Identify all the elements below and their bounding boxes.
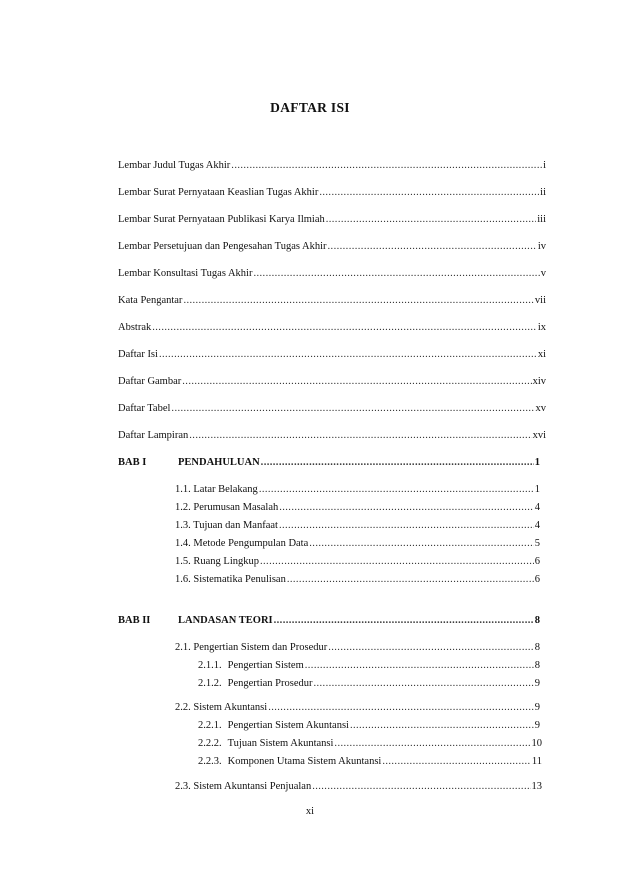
toc-entry xyxy=(118,267,546,281)
toc-entry-page: xvi xyxy=(532,430,546,441)
page-number: xi xyxy=(305,806,315,817)
toc-section xyxy=(175,701,540,715)
toc-entry xyxy=(118,294,546,308)
chapter-number: BAB I xyxy=(118,457,147,468)
toc-entry-page: xv xyxy=(535,403,546,414)
dot-leader xyxy=(279,519,534,533)
section-label: 2.2. Sistem Akuntansi xyxy=(175,702,268,713)
subsection-page: 8 xyxy=(534,660,540,671)
toc-subsection xyxy=(198,719,540,733)
toc-entry xyxy=(118,186,546,200)
toc-entry-label: Lembar Judul Tugas Akhir xyxy=(118,160,231,171)
section-page: 5 xyxy=(534,538,540,549)
toc-entry xyxy=(118,213,546,227)
toc-entry-page: xiv xyxy=(532,376,546,387)
section-label: 1.6. Sistematika Penulisan xyxy=(175,574,286,585)
toc-entry-label: Daftar Lampiran xyxy=(118,430,189,441)
toc-entry xyxy=(118,429,546,443)
dot-leader xyxy=(350,719,534,733)
toc-entry-page: ii xyxy=(540,187,546,198)
toc-section xyxy=(175,555,540,569)
toc-entry xyxy=(118,159,546,173)
toc-entry-page: v xyxy=(540,268,546,279)
toc-entry-label: Abstrak xyxy=(118,322,152,333)
chapter-number: BAB II xyxy=(118,615,151,626)
toc-entry-page: i xyxy=(543,160,546,171)
section-page: 4 xyxy=(534,502,540,513)
section-page: 6 xyxy=(534,574,540,585)
toc-entry-label: Lembar Persetujuan dan Pengesahan Tugas Akhir xyxy=(118,241,327,252)
toc-entry xyxy=(118,402,546,416)
subsection-page: 11 xyxy=(531,756,542,767)
dot-leader xyxy=(328,240,537,254)
dot-leader xyxy=(274,614,534,628)
dot-leader xyxy=(259,483,534,497)
toc-entry-page: iv xyxy=(537,241,546,252)
dot-leader xyxy=(268,701,534,715)
subsection-label: Pengertian Sistem Akuntansi xyxy=(227,720,349,731)
subsection-label: Pengertian Sistem xyxy=(227,660,304,671)
toc-subsection xyxy=(198,677,540,691)
section-label: 2.1. Pengertian Sistem dan Prosedur xyxy=(175,642,328,653)
toc-entry xyxy=(118,348,546,362)
dot-leader xyxy=(313,677,533,691)
toc-section xyxy=(175,641,540,655)
toc-subsection xyxy=(198,659,540,673)
dot-leader xyxy=(189,429,531,443)
dot-leader xyxy=(261,456,534,470)
subsection-page: 9 xyxy=(534,678,540,689)
toc-section xyxy=(175,501,540,515)
dot-leader xyxy=(328,641,534,655)
toc-entry-page: iii xyxy=(537,214,546,225)
toc-entry-label: Kata Pengantar xyxy=(118,295,183,306)
section-label: 1.2. Perumusan Masalah xyxy=(175,502,279,513)
section-page: 4 xyxy=(534,520,540,531)
subsection-label: Pengertian Prosedur xyxy=(227,678,313,689)
section-page: 13 xyxy=(531,781,542,792)
toc-entry xyxy=(118,321,546,335)
toc-section xyxy=(175,780,542,794)
dot-leader xyxy=(312,780,530,794)
toc-entry-label: Lembar Surat Pernyataan Publikasi Karya Ilmiah xyxy=(118,214,325,225)
toc-entry xyxy=(118,240,546,254)
subsection-number: 2.2.2. xyxy=(198,738,222,749)
toc-entry-label: Lembar Konsultasi Tugas Akhir xyxy=(118,268,253,279)
dot-leader xyxy=(334,737,530,751)
dot-leader xyxy=(171,402,534,416)
subsection-label: Tujuan Sistem Akuntansi xyxy=(227,738,334,749)
dot-leader xyxy=(326,213,537,227)
dot-leader xyxy=(319,186,539,200)
toc-subsection xyxy=(198,737,542,751)
toc-entry-page: vii xyxy=(534,295,546,306)
section-label: 1.4. Metode Pengumpulan Data xyxy=(175,538,309,549)
chapter-heading xyxy=(118,614,540,628)
toc-entry-page: ix xyxy=(537,322,546,333)
subsection-number: 2.1.2. xyxy=(198,678,222,689)
dot-leader xyxy=(182,375,531,389)
toc-entry-label: Daftar Tabel xyxy=(118,403,171,414)
chapter-title: PENDAHULUAN xyxy=(178,457,260,468)
dot-leader xyxy=(382,755,531,769)
toc-section xyxy=(175,573,540,587)
toc-entry-page: xi xyxy=(537,349,546,360)
toc-entry-label: Daftar Isi xyxy=(118,349,158,360)
section-page: 6 xyxy=(534,556,540,567)
subsection-number: 2.2.1. xyxy=(198,720,222,731)
chapter-page: 1 xyxy=(534,457,540,468)
dot-leader xyxy=(253,267,539,281)
dot-leader xyxy=(287,573,534,587)
dot-leader xyxy=(309,537,533,551)
toc-entry-label: Daftar Gambar xyxy=(118,376,182,387)
dot-leader xyxy=(183,294,533,308)
chapter-heading xyxy=(118,456,540,470)
subsection-number: 2.2.3. xyxy=(198,756,222,767)
chapter-page: 8 xyxy=(534,615,540,626)
dot-leader xyxy=(231,159,542,173)
section-page: 1 xyxy=(534,484,540,495)
subsection-page: 9 xyxy=(534,720,540,731)
dot-leader xyxy=(152,321,537,335)
page-title: DAFTAR ISI xyxy=(270,100,350,115)
dot-leader xyxy=(279,501,534,515)
subsection-number: 2.1.1. xyxy=(198,660,222,671)
dot-leader xyxy=(260,555,534,569)
toc-section xyxy=(175,519,540,533)
toc-section xyxy=(175,483,540,497)
dot-leader xyxy=(305,659,534,673)
section-label: 1.1. Latar Belakang xyxy=(175,484,258,495)
toc-subsection xyxy=(198,755,542,769)
subsection-label: Komponen Utama Sistem Akuntansi xyxy=(227,756,382,767)
section-label: 1.5. Ruang Lingkup xyxy=(175,556,259,567)
toc-section xyxy=(175,537,540,551)
section-label: 1.3. Tujuan dan Manfaat xyxy=(175,520,278,531)
toc-entry-label: Lembar Surat Pernyataan Keaslian Tugas Akhir xyxy=(118,187,319,198)
section-page: 9 xyxy=(534,702,540,713)
subsection-page: 10 xyxy=(531,738,542,749)
section-page: 8 xyxy=(534,642,540,653)
section-label: 2.3. Sistem Akuntansi Penjualan xyxy=(175,781,312,792)
toc-entry xyxy=(118,375,546,389)
dot-leader xyxy=(159,348,537,362)
chapter-title: LANDASAN TEORI xyxy=(178,615,273,626)
